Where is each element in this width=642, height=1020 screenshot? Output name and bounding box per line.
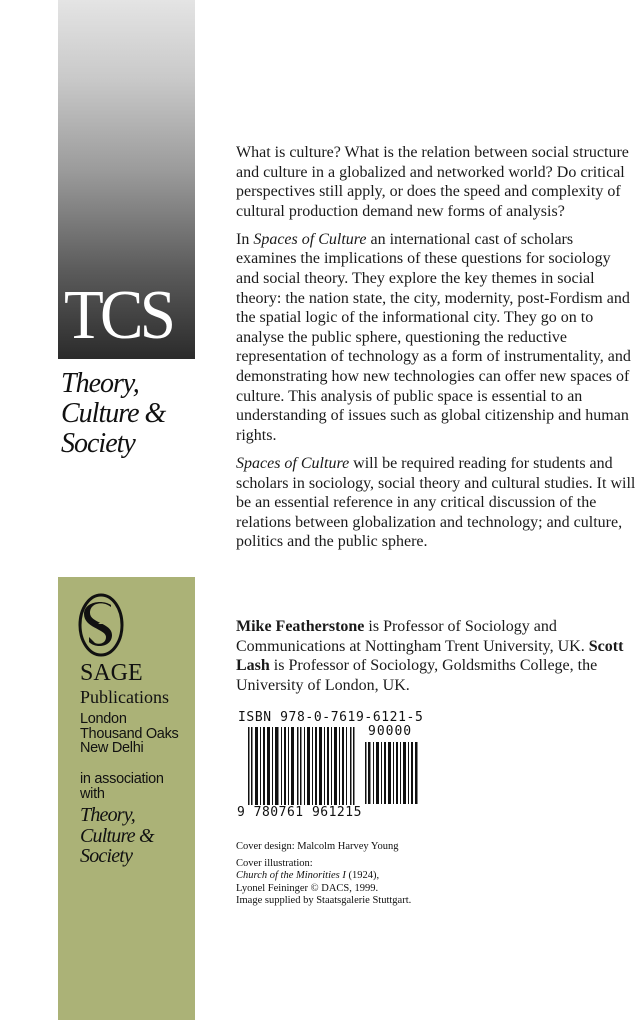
author-name: Scott Lash	[236, 637, 624, 675]
series-line: Theory,	[80, 804, 135, 826]
blurb-paragraph-3	[236, 454, 636, 552]
text: an international cast of scholars examines the implications of these questions for sociology and social theory. They explore the key themes in social theory: the nation state, the city, modernity, post-Fordism and the spatial logic of the informational city. They go on to analyse the public sphere, questioning the reductive representation of technology as a form of instrumentality, and demonstrating how new technologies can offer new spaces of culture. This analysis of public space is essential to an understanding of issues such as global citizenship and human rights.	[236, 230, 631, 444]
city: New Delhi	[80, 740, 144, 756]
text: Cover illustration:	[236, 857, 313, 869]
price-barcode-icon	[365, 742, 418, 804]
cover-illustration-credit	[236, 858, 536, 908]
text: Image supplied by Staatsgalerie Stuttgart.	[236, 895, 412, 906]
city: London	[80, 711, 127, 727]
isbn-label: ISBN 978-0-7619-6121-5	[238, 710, 424, 725]
series-title-line: Theory,	[61, 368, 139, 399]
blurb-paragraph-2	[236, 230, 636, 446]
series-gradient-bar	[58, 0, 195, 359]
author-bio: is Professor of Sociology and Communications at Nottingham Trent University, UK.	[236, 618, 589, 655]
sage-s-oval-icon	[78, 593, 124, 657]
book-title: Spaces of Culture	[236, 454, 350, 472]
blurb	[236, 143, 636, 560]
cover-design-credit: Cover design: Malcolm Harvey Young	[236, 841, 399, 852]
barcode-icon	[248, 727, 355, 813]
author-bios	[236, 617, 636, 695]
publisher-block	[58, 577, 195, 1020]
series-title-line: Society	[61, 428, 135, 459]
publisher-name: SAGE	[80, 660, 143, 686]
ean-digits: 9 780761 961215	[237, 805, 362, 820]
association-line: with	[80, 786, 105, 802]
tcs-logo: TCS	[64, 277, 173, 354]
city: Thousand Oaks	[80, 725, 179, 742]
series-line: Society	[80, 845, 133, 867]
artwork-title: Church of the Minorities I	[236, 870, 346, 881]
series-title	[61, 369, 165, 459]
author-bio: is Professor of Sociology, Goldsmiths College, the University of London, UK.	[236, 657, 598, 694]
association-note	[80, 772, 164, 802]
cover-credits	[236, 841, 536, 912]
association-line: in association	[80, 771, 164, 787]
publisher-cities	[80, 712, 178, 756]
text: Lyonel Feininger © DACS, 1999.	[236, 882, 379, 894]
series-line: Culture &	[80, 824, 154, 847]
price-addon-digits: 90000	[368, 724, 413, 739]
text: (1924),	[345, 870, 380, 881]
text: will be required reading for students and scholars in sociology, social theory and cultural studies. It will be an essential reference in any critical discussion of the relations between globalization and technology; and culture, politics and the public sphere.	[236, 454, 636, 551]
publisher-series-title	[80, 805, 154, 867]
series-title-line: Culture &	[61, 398, 166, 429]
book-title: Spaces of Culture	[253, 230, 367, 248]
publisher-subname: Publications	[80, 687, 169, 707]
text: In	[236, 230, 254, 248]
author-name: Mike Featherstone	[236, 618, 365, 635]
blurb-paragraph-1: What is culture? What is the relation between social structure and culture in a globalized and networked world? Do critical perspectives still apply, or does the speed and complexity of cultural production demand new forms of analysis?	[236, 144, 629, 220]
